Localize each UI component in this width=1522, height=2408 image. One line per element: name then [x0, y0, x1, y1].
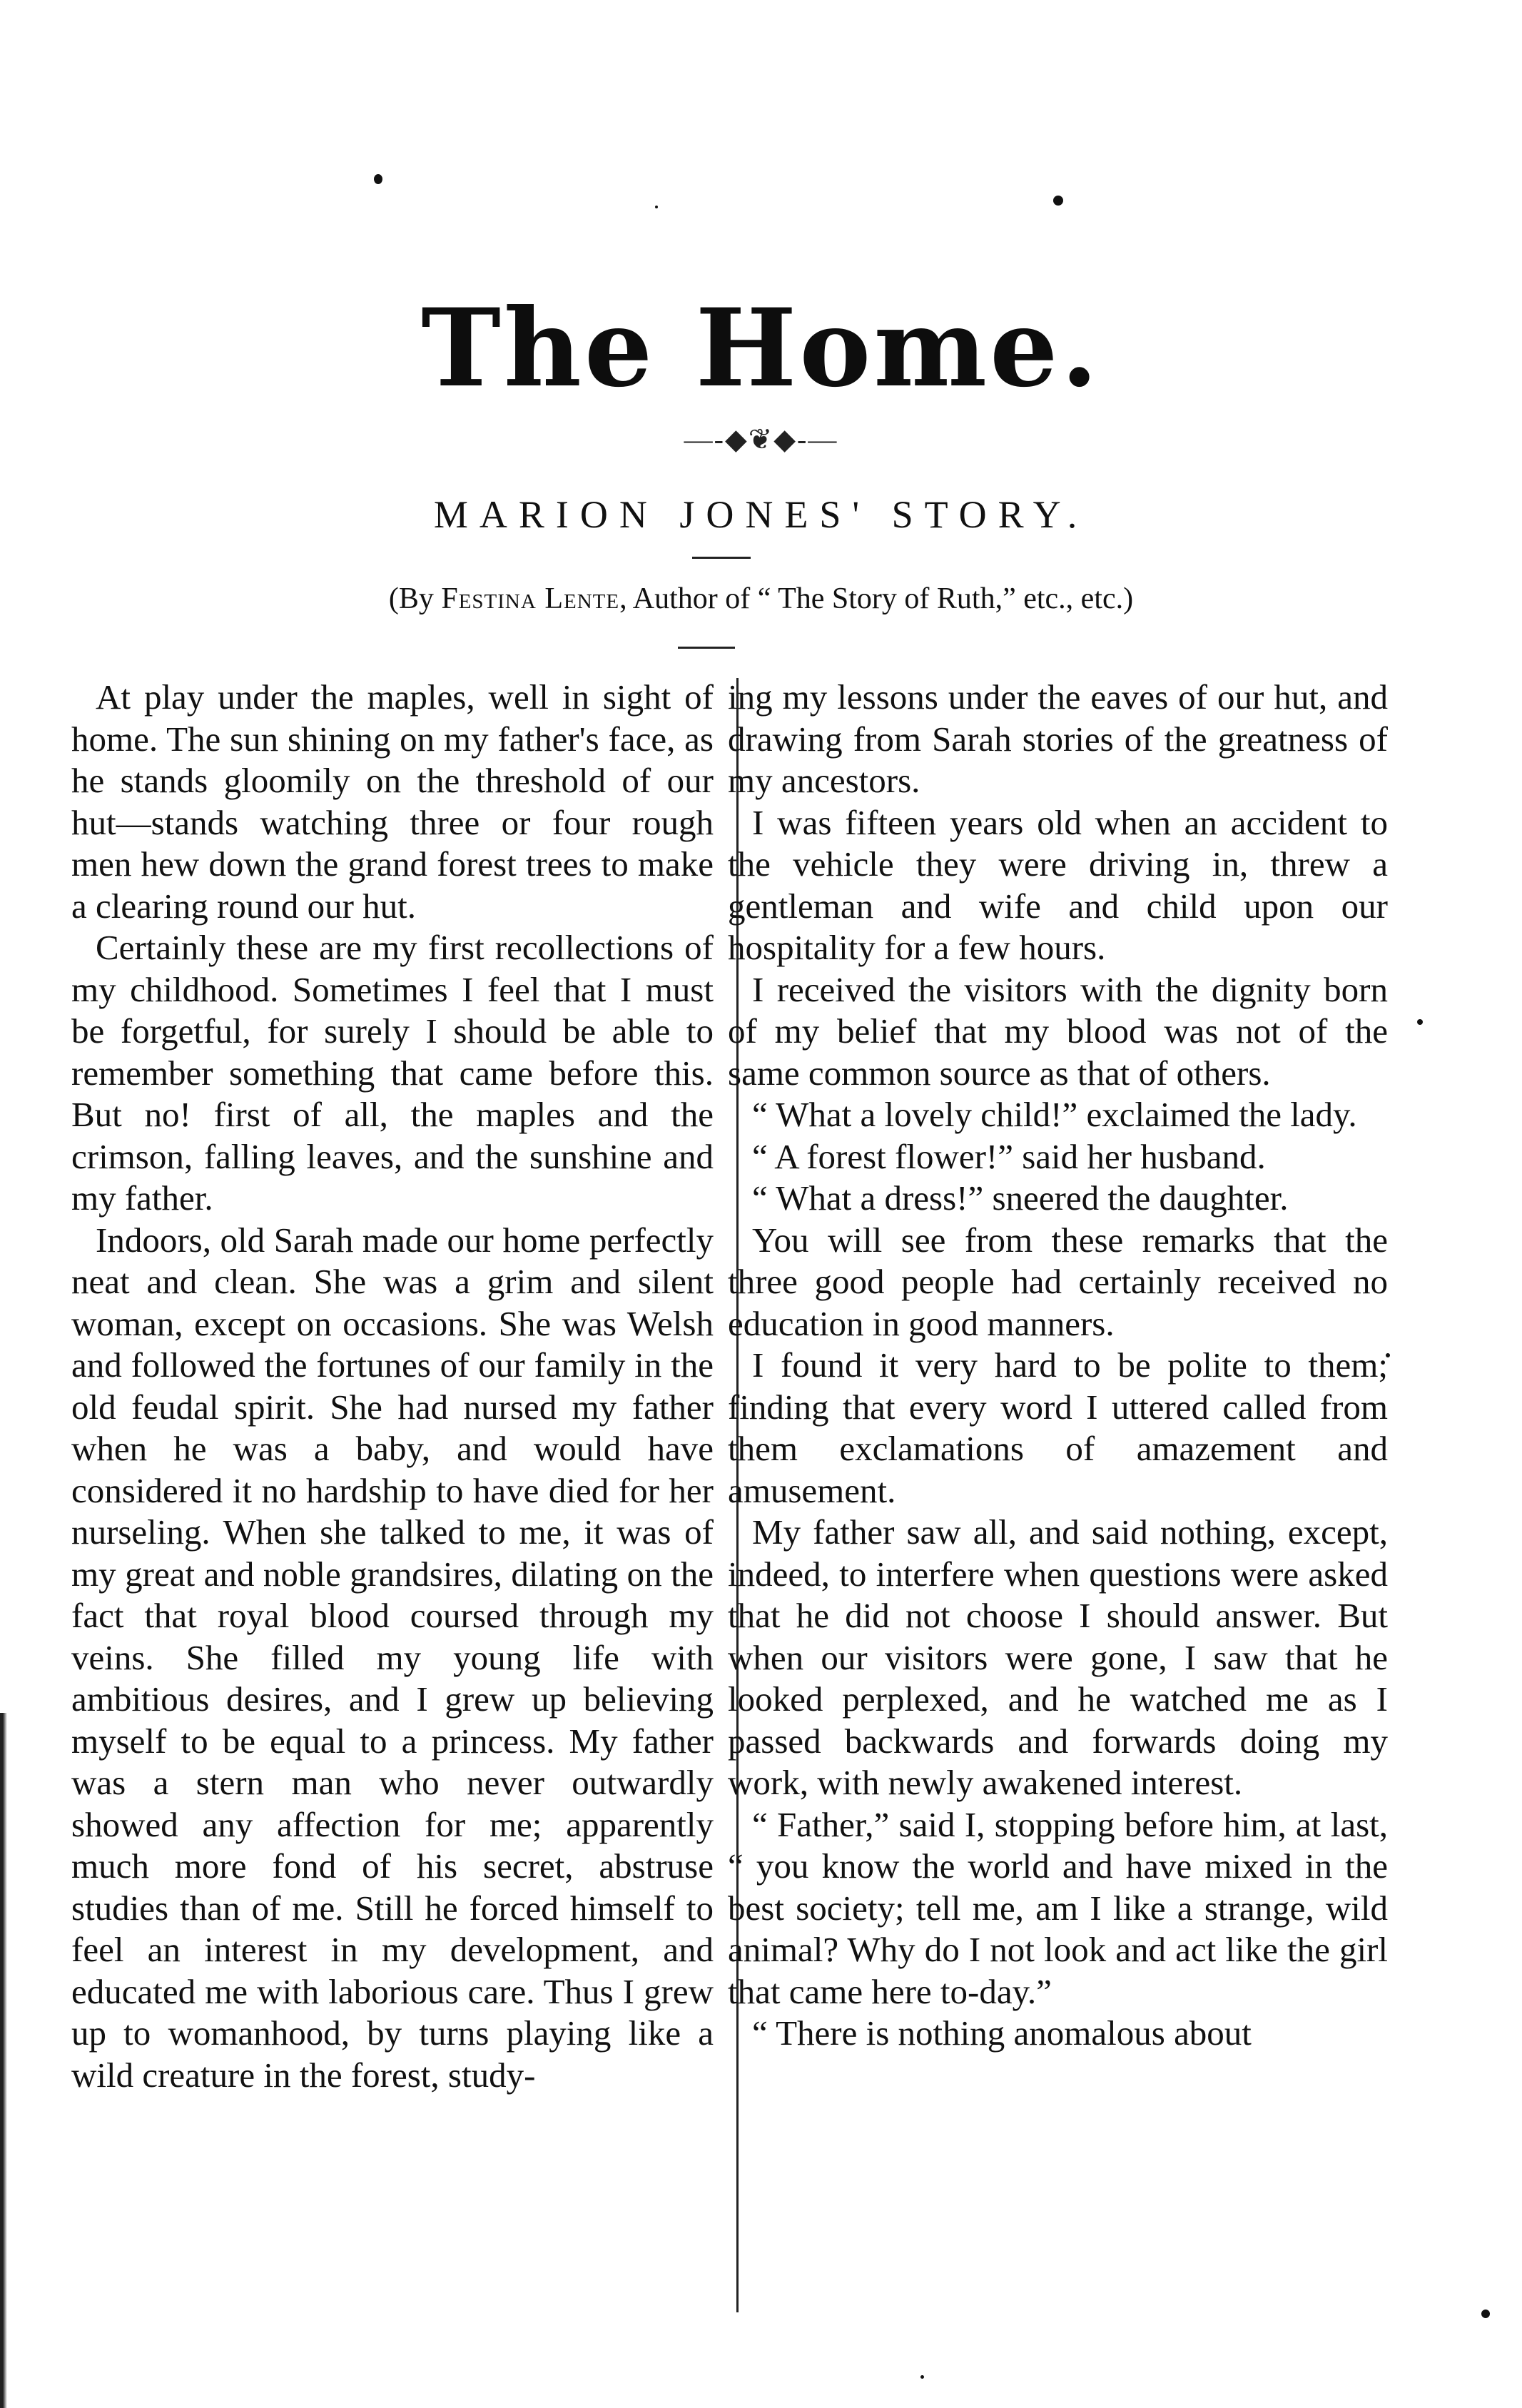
paragraph: “ Father,” said I, stopping before him, at last, “ you know the world and have mixed in the best society; tell me, am I like a strange, wild animal? Why do I not look and act like the girl that came here to-day.” [728, 1804, 1388, 2011]
paragraph: I received the visitors with the dignity born of my belief that my blood was not of the same common source as that of others. [728, 969, 1388, 1093]
right-column [728, 677, 1388, 2055]
paragraph: At play under the maples, well in sight of home. The sun shining on my father's face, as he stands gloomily on the threshold of our hut—stands watching three or four rough men hew down the grand forest trees to make a clearing round our hut. [71, 677, 714, 926]
byline-suffix: , Author of “ The Story of Ruth,” etc., etc.) [619, 582, 1134, 615]
paragraph: “ There is nothing anomalous about [752, 2013, 1252, 2053]
byline-author: Festina Lente [441, 582, 620, 615]
byline-rule [678, 647, 735, 649]
story-title: MARION JONES' STORY. [433, 493, 1089, 536]
scan-speck [655, 206, 658, 208]
section-title: The Home. [421, 285, 1101, 411]
binding-edge [0, 1713, 7, 2408]
scan-speck [1417, 1019, 1423, 1025]
title-rule [692, 557, 751, 559]
paragraph-continuation: ing my lessons under the eaves of our hut, and drawing from Sarah stories of the greatness of my ancestors. [728, 677, 1388, 800]
byline-prefix: (By [388, 582, 442, 615]
title-ornament: —-◆❦◆-— [684, 423, 838, 455]
paragraph: “ What a dress!” sneered the daughter. [752, 1178, 1289, 1218]
paragraph: “ A forest flower!” said her husband. [752, 1136, 1266, 1176]
paragraph: Indoors, old Sarah made our home perfectly neat and clean. She was a grim and silent woman, except on occasions. She was Welsh and followed the fortunes of our family in the old feudal spirit. She had nursed my father when he was a baby, and would have considered it no hardship to have died for her nurseling. When she talked to me, it was of my great and noble grandsires, dilating on the fact that royal blood coursed through my veins. She filled my young life with ambitious desires, and I grew up believing myself to be equal to a princess. My father was a stern man who never outwardly showed any affection for me; apparently much more fond of his secret, abstruse studies than of me. Still he forced himself to feel an interest in my development, and educated me with laborious care. Thus I grew up to womanhood, by turns playing like a wild creature in the forest, study- [71, 1220, 714, 2095]
paragraph: I was fifteen years old when an accident to the vehicle they were driving in, threw a gentleman and wife and child upon our hospitality for a few hours. [728, 802, 1388, 967]
scan-speck [374, 174, 382, 184]
scan-speck [1053, 196, 1063, 206]
paragraph: “ What a lovely child!” exclaimed the lady. [752, 1095, 1357, 1134]
paragraph: I found it very hard to be polite to them; finding that every word I uttered called from them exclamations of amazement and amusement. [728, 1345, 1388, 1510]
paragraph: You will see from these remarks that the three good people had certainly received no education in good manners. [728, 1220, 1388, 1343]
scan-speck [920, 2375, 924, 2379]
left-column [71, 677, 714, 2096]
paragraph: My father saw all, and said nothing, except, indeed, to interfere when questions were asked that he did not choose I should answer. But when our visitors were gone, I saw that he looked perplexed, and he watched me as I passed backwards and forwards doing my work, with newly awakened interest. [728, 1512, 1388, 1802]
paragraph: Certainly these are my first recollections of my childhood. Sometimes I feel that I must be forgetful, for surely I should be able to remember something that came before this. But no! first of all, the maples and the crimson, falling leaves, and the sunshine and my father. [71, 928, 714, 1218]
scan-speck [1481, 2310, 1490, 2318]
byline [0, 582, 1522, 616]
